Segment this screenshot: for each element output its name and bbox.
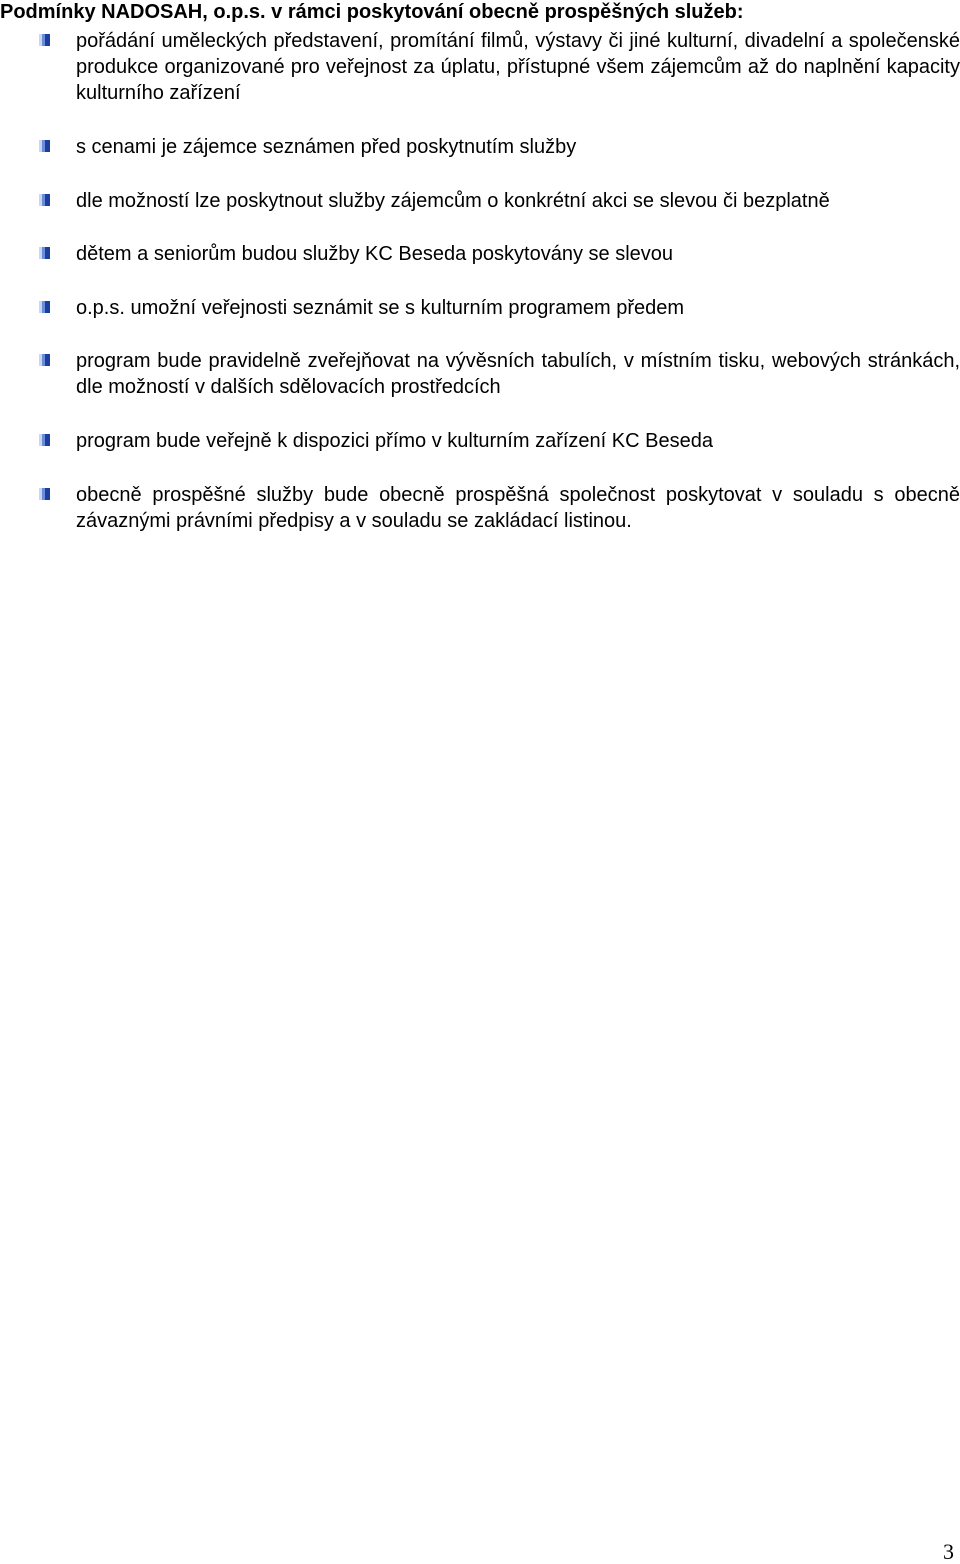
list-item-text: obecně prospěšné služby bude obecně prospěšná společnost poskytovat v souladu s obecně závaznými právními předpisy a v souladu se zakládací listinou. <box>76 484 960 532</box>
list-item <box>0 295 960 321</box>
list-item-text: dle možností lze poskytnout služby zájemcům o konkrétní akci se slevou či bezplatně <box>76 190 830 212</box>
square-bullet-icon <box>39 434 50 446</box>
list-item-text: program bude pravidelně zveřejňovat na vývěsních tabulích, v místním tisku, webových stránkách, dle možností v dalších sdělovacích prostředcích <box>76 350 960 398</box>
list-item-text: dětem a seniorům budou služby KC Beseda poskytovány se slevou <box>76 243 674 265</box>
list-item <box>0 348 960 400</box>
list-item <box>0 241 960 267</box>
list-item <box>0 188 960 214</box>
square-bullet-icon <box>39 488 50 500</box>
list-item <box>0 482 960 534</box>
square-bullet-icon <box>39 34 50 46</box>
list-item-text: s cenami je zájemce seznámen před poskytnutím služby <box>76 136 577 158</box>
list-item-text: o.p.s. umožní veřejnosti seznámit se s kulturním programem předem <box>76 297 685 319</box>
square-bullet-icon <box>39 140 50 152</box>
square-bullet-icon <box>39 301 50 313</box>
square-bullet-icon <box>39 247 50 259</box>
list-item <box>0 134 960 160</box>
list-item <box>0 428 960 454</box>
square-bullet-icon <box>39 194 50 206</box>
square-bullet-icon <box>39 354 50 366</box>
page-number: 3 <box>943 1539 954 1564</box>
list-item-text: program bude veřejně k dispozici přímo v kulturním zařízení KC Beseda <box>76 430 713 452</box>
list-item-text: pořádání uměleckých představení, promítání filmů, výstavy či jiné kulturní, divadelní a společenské produkce organizované pro veřejnost za úplatu, přístupné všem zájemcům až do naplnění kapacity kulturního zařízení <box>76 30 960 104</box>
document-heading: Podmínky NADOSAH, o.p.s. v rámci poskytování obecně prospěšných služeb: <box>0 1 744 23</box>
list-item <box>0 28 960 106</box>
